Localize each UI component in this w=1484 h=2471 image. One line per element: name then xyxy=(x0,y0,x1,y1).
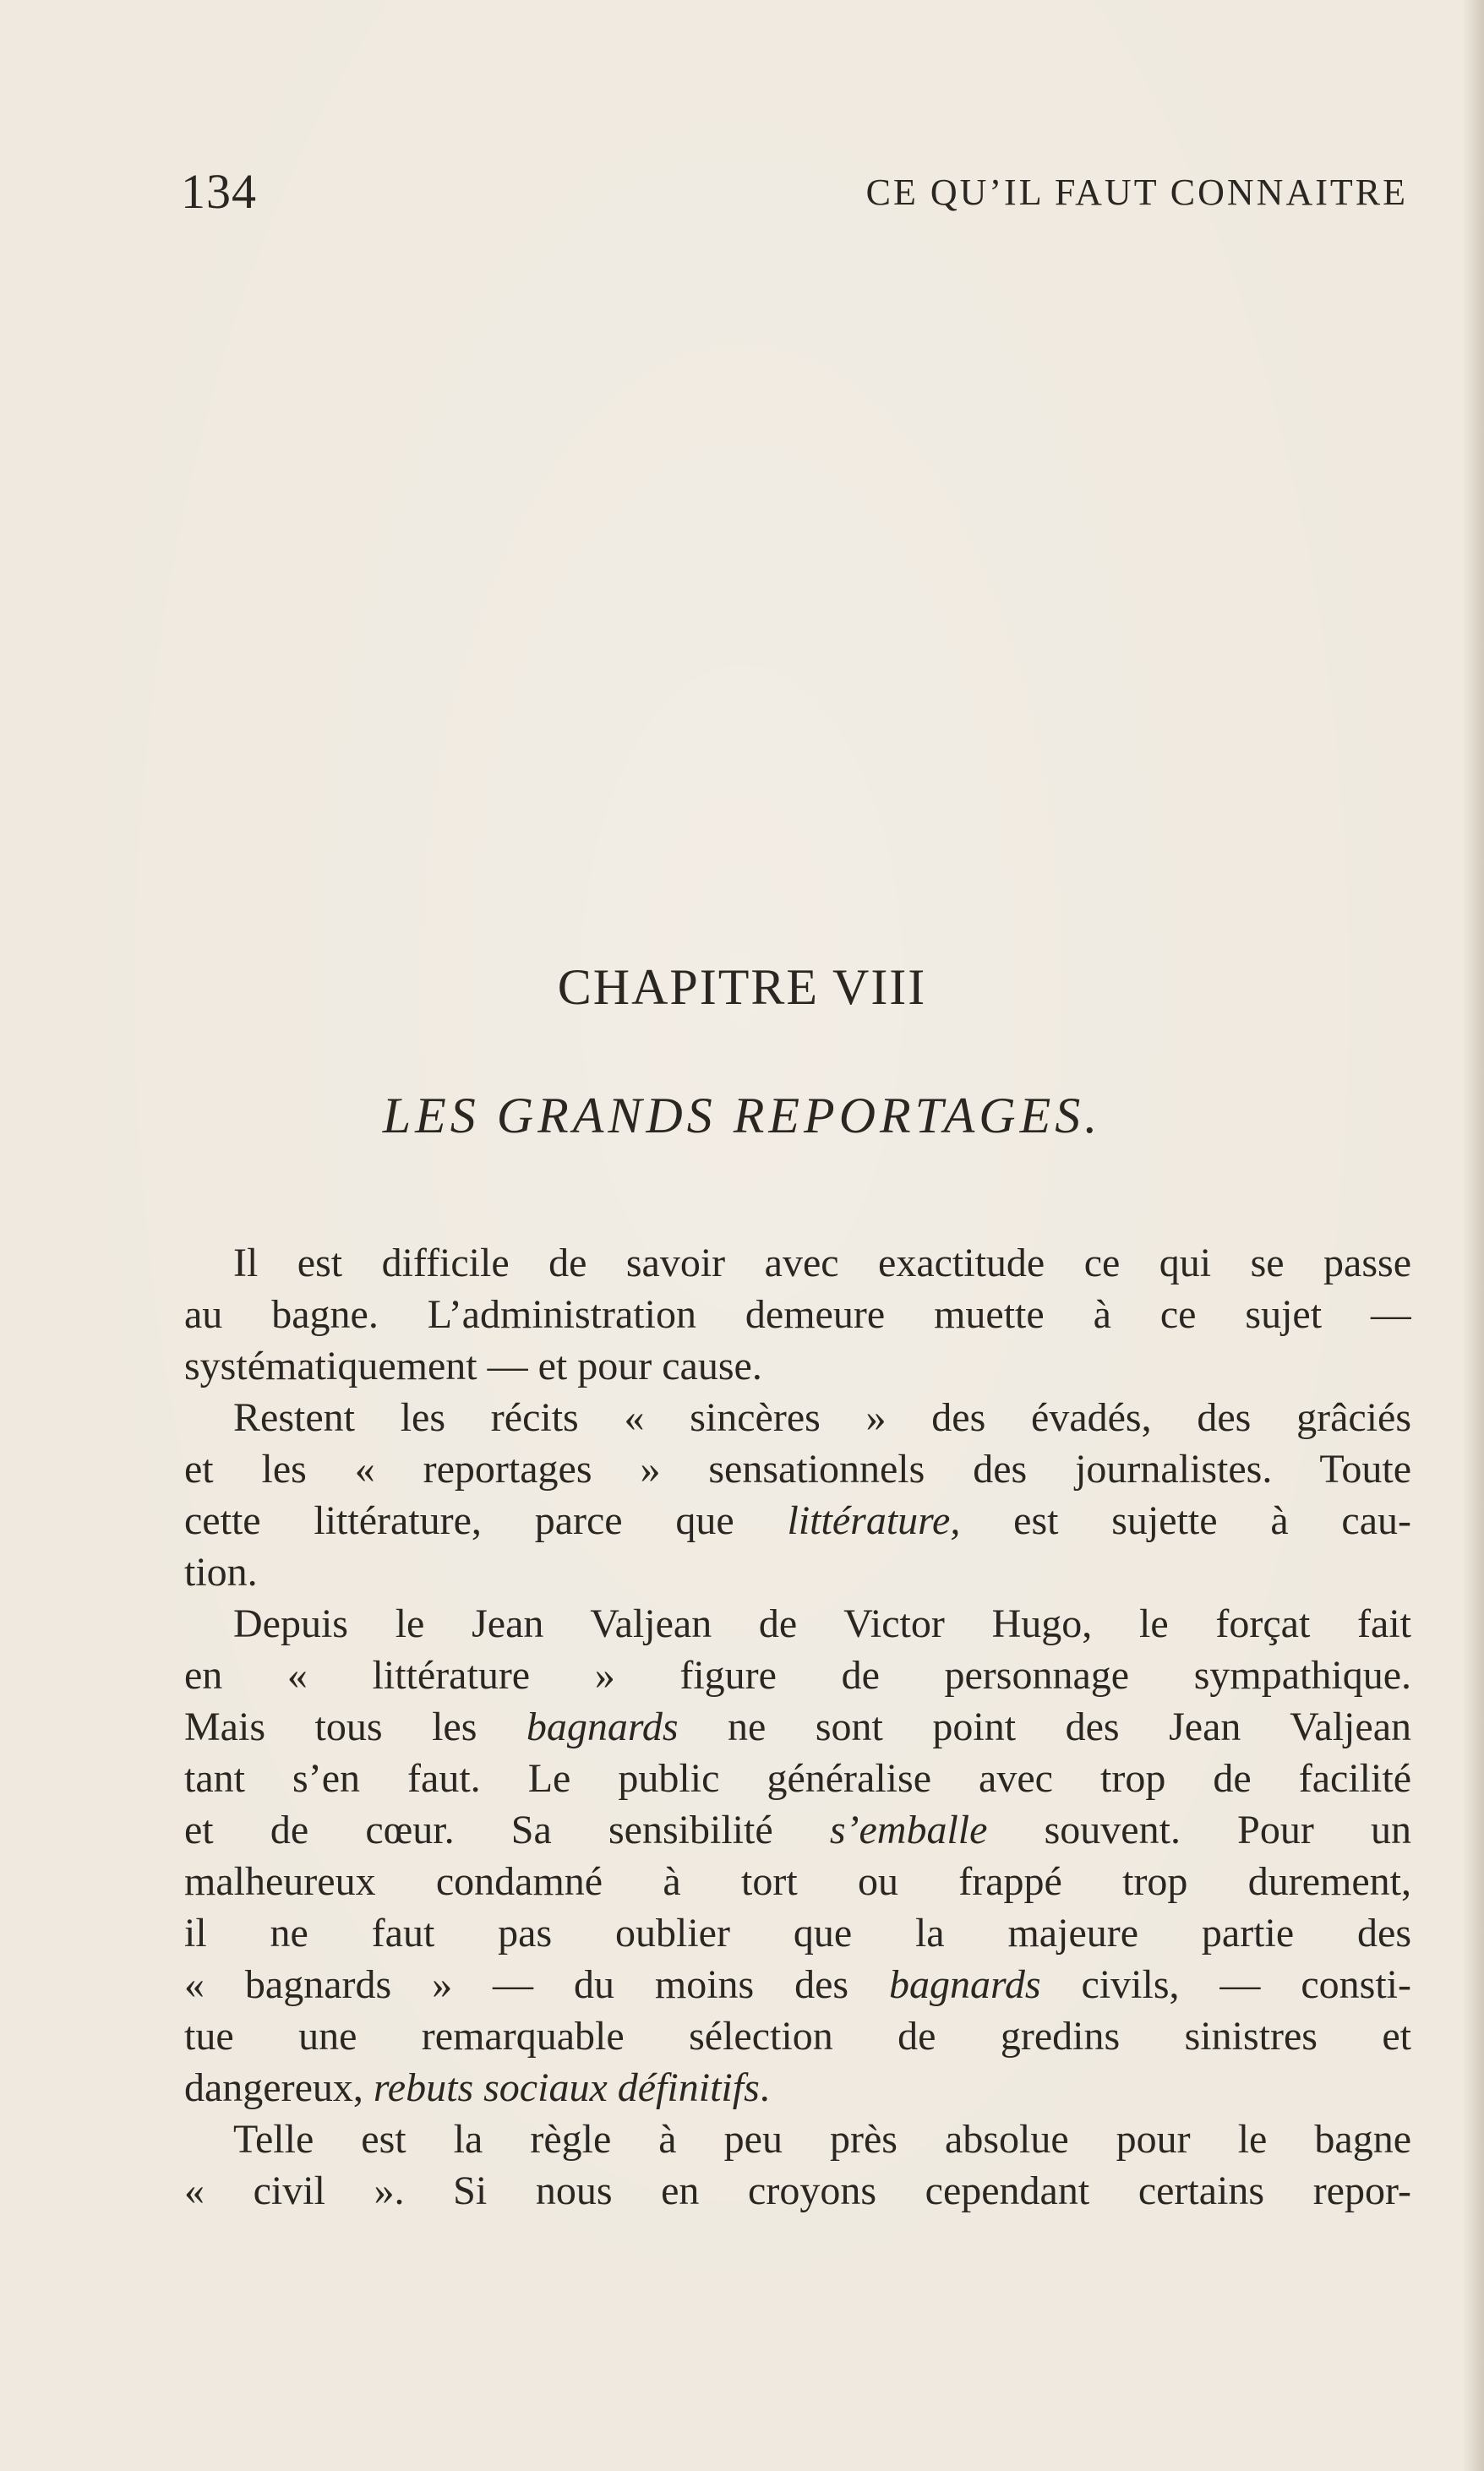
text-line: tion. xyxy=(184,1550,258,1595)
text-line: « civil ». Si nous en croyons cependant certains repor- xyxy=(184,2168,1411,2213)
text-line: Il est difficile de savoir avec exactitude ce qui se passe xyxy=(233,1241,1411,1285)
text-line: Restent les récits « sincères » des évadés, des grâciés xyxy=(233,1395,1411,1440)
italic-word: bagnards xyxy=(889,1962,1041,2007)
italic-word: s’emballe xyxy=(829,1808,988,1852)
text-line: tant s’en faut. Le public généralise avec trop de facilité xyxy=(184,1756,1411,1801)
italic-word: bagnards xyxy=(526,1705,679,1749)
text-line: malheureux condamné à tort ou frappé trop durement, xyxy=(184,1859,1411,1904)
text-line: Depuis le Jean Valjean de Victor Hugo, le forçat fait xyxy=(233,1601,1411,1646)
text-line: cette littérature, parce que littérature, est sujette à cau- xyxy=(184,1498,1411,1543)
page-number: 134 xyxy=(181,164,257,219)
text-line: tue une remarquable sélection de gredins sinistres et xyxy=(184,2014,1411,2059)
chapter-title: LES GRANDS REPORTAGES. xyxy=(382,1088,1102,1143)
italic-phrase: rebuts sociaux définitifs xyxy=(373,2065,760,2110)
page-header xyxy=(181,162,1408,221)
text-line: « bagnards » — du moins des bagnards civils, — consti- xyxy=(184,1962,1411,2007)
page-edge-shadow xyxy=(1462,0,1484,2471)
text-line: en « littérature » figure de personnage sympathique. xyxy=(184,1653,1411,1698)
text-line: dangereux, rebuts sociaux définitifs. xyxy=(184,2065,770,2110)
text-line: Mais tous les bagnards ne sont point des Jean Valjean xyxy=(184,1705,1411,1749)
text-line: et les « reportages » sensationnels des journalistes. Toute xyxy=(184,1447,1411,1492)
text-line: il ne faut pas oublier que la majeure partie des xyxy=(184,1911,1411,1956)
text-line: systématiquement — et pour cause. xyxy=(184,1344,762,1388)
body-text xyxy=(184,1237,1411,2217)
text-line: Telle est la règle à peu près absolue pour le bagne xyxy=(233,2117,1411,2162)
chapter-number: CHAPITRE VIII xyxy=(557,959,927,1015)
italic-word: littérature, xyxy=(787,1498,961,1543)
text-line: et de cœur. Sa sensibilité s’emballe souvent. Pour un xyxy=(184,1808,1411,1852)
running-head: CE QU’IL FAUT CONNAITRE xyxy=(865,172,1408,213)
text-line: au bagne. L’administration demeure muette à ce sujet — xyxy=(184,1292,1411,1337)
